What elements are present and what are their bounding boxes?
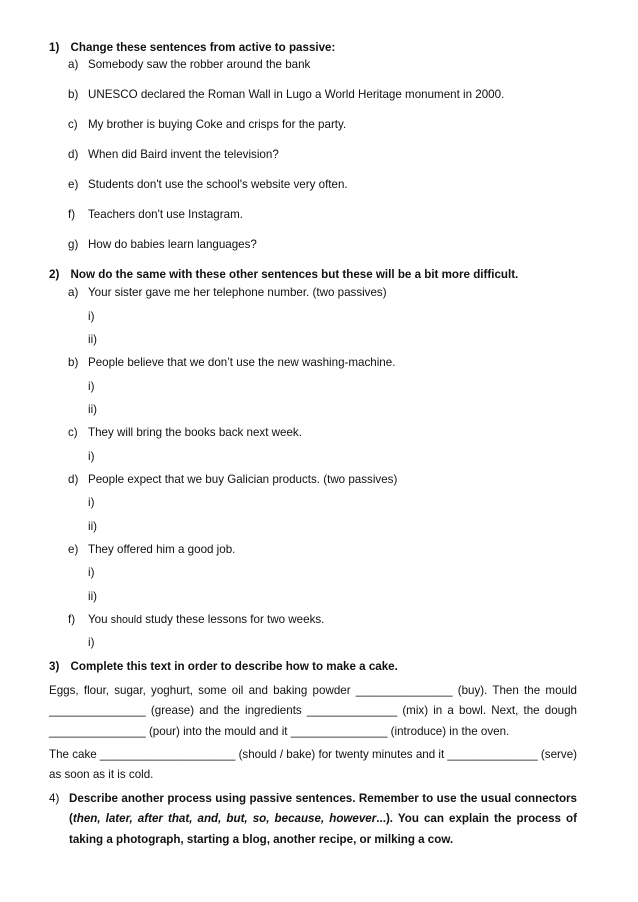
q1-item-c: c) My brother is buying Coke and crisps for the party. xyxy=(68,118,347,131)
q1-item-f-text: Teachers don't use Instagram. xyxy=(88,208,243,221)
q1-item-g: g) How do babies learn languages? xyxy=(68,238,257,251)
q1-item-e: e) Students don't use the school's website very often. xyxy=(68,178,348,191)
q2-item-d: d) People expect that we buy Galician products. (two passives) xyxy=(68,473,398,486)
q2-item-f-text-small: should xyxy=(110,614,143,626)
q2-item-a-sub-i: i) xyxy=(88,310,95,323)
q2-item-c-text: They will bring the books back next week. xyxy=(88,426,302,439)
q2-item-e-text: They offered him a good job. xyxy=(88,543,236,556)
q1-item-c-text: My brother is buying Coke and crisps for the party. xyxy=(88,118,347,131)
q1-item-a-text: Somebody saw the robber around the bank xyxy=(88,58,311,71)
q1-item-g-text: How do babies learn languages? xyxy=(88,238,257,251)
q2-item-a-sub-ii: ii) xyxy=(88,333,98,346)
q3-number: 3) xyxy=(49,660,60,673)
q1-item-f: f) Teachers don't use Instagram. xyxy=(68,208,243,221)
q1-heading: Change these sentences from active to passive: xyxy=(70,41,336,54)
q2-item-e: e) They offered him a good job. xyxy=(68,543,236,556)
q3-paragraph-2: The cake _____________________ (should / bake) for twenty minutes and it ______________ (serve) as soon as it is cold. xyxy=(49,748,577,782)
q3-paragraph-1: Eggs, flour, sugar, yoghurt, some oil and baking powder _______________ (buy). Then the mould _______________ (grease) and the ingredients ______________ (mix) in a bowl. Next, the dough _______________ (pour) into the mould and it _______________ (introduce) in the oven. xyxy=(49,684,577,738)
q1-item-d: d) When did Baird invent the television? xyxy=(68,148,279,161)
q1-item-a: a) Somebody saw the robber around the bank xyxy=(68,58,311,71)
q4-text-italic: then, later, after that, and, but, so, because, however xyxy=(72,812,377,826)
q2-item-e-sub-i: i) xyxy=(88,566,95,579)
q2-heading: Now do the same with these other sentences but these will be a bit more difficult. xyxy=(70,268,519,281)
q2-item-c: c) They will bring the books back next week. xyxy=(68,426,302,439)
q2-item-d-text: People expect that we buy Galician products. (two passives) xyxy=(88,473,398,486)
q2-item-f: f) You should study these lessons for two weeks. xyxy=(68,613,325,626)
q1-item-e-text: Students don't use the school's website very often. xyxy=(88,178,348,191)
q2-item-e-sub-ii: ii) xyxy=(88,590,98,603)
q2-item-b-sub-i: i) xyxy=(88,380,95,393)
q1-item-b-text: UNESCO declared the Roman Wall in Lugo a World Heritage monument in 2000. xyxy=(88,88,505,101)
q2-item-f-text-after: study these lessons for two weeks. xyxy=(142,613,325,626)
q2-item-b-text: People believe that we don’t use the new washing-machine. xyxy=(88,356,396,369)
q4-text xyxy=(69,789,577,850)
q2-item-f-sub-i: i) xyxy=(88,636,95,649)
q1-item-d-text: When did Baird invent the television? xyxy=(88,148,279,161)
q2-number: 2) xyxy=(49,268,60,281)
q2-item-d-sub-ii: ii) xyxy=(88,520,98,533)
q3-heading-line xyxy=(49,660,398,674)
q2-item-f-text-before: You xyxy=(88,613,111,626)
q1-heading-line xyxy=(49,41,335,55)
q4-text-after: ...). You can explain the process of taking a photograph, starting a blog, another recipe, or milking a cow. xyxy=(69,812,577,846)
q4-text-before: Describe another process using passive sentences. Remember to use the usual connectors ( xyxy=(69,792,577,826)
q2-item-a: a) Your sister gave me her telephone number. (two passives) xyxy=(68,286,387,299)
q2-item-d-sub-i: i) xyxy=(88,496,95,509)
q2-heading-line xyxy=(49,268,518,282)
q1-number: 1) xyxy=(49,41,60,54)
q2-item-b-sub-ii: ii) xyxy=(88,403,98,416)
q2-item-b: b) People believe that we don’t use the new washing-machine. xyxy=(68,356,396,369)
q2-item-c-sub-i: i) xyxy=(88,450,95,463)
q3-heading: Complete this text in order to describe how to make a cake. xyxy=(70,660,398,673)
q1-item-b: b) UNESCO declared the Roman Wall in Lugo a World Heritage monument in 2000. xyxy=(68,88,505,101)
q2-item-a-text: Your sister gave me her telephone number. (two passives) xyxy=(88,286,387,299)
q4-number: 4) xyxy=(49,792,60,805)
